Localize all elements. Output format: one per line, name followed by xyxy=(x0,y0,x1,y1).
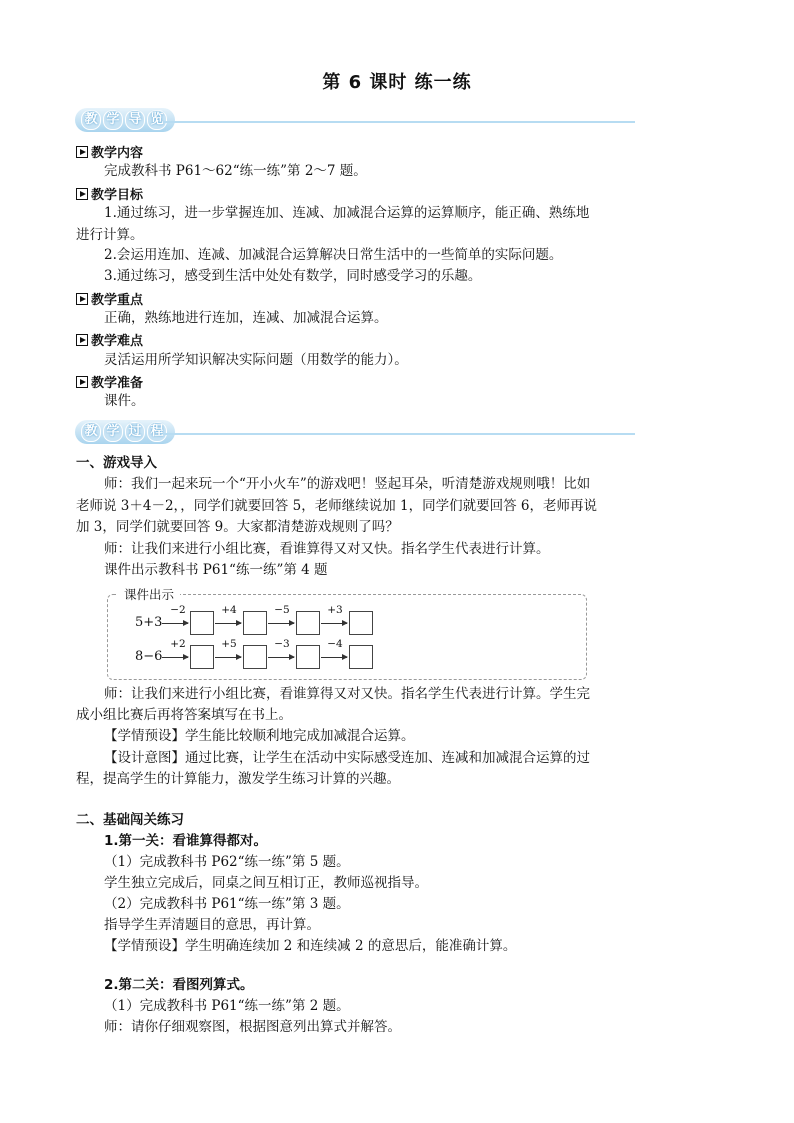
page-title: 第 6 课时 练一练 xyxy=(322,72,472,93)
row2-op: +2 xyxy=(170,638,186,650)
level1-preset: 【学情预设】学生明确连续加 2 和连续减 2 的意思后，能准确计算。 xyxy=(104,938,517,954)
arrow-icon xyxy=(321,623,347,624)
section2-heading: 二、基础闯关练习 xyxy=(76,812,184,828)
level2-item1: （1）完成教科书 P61“练一练”第 2 题。 xyxy=(104,998,350,1014)
content-text: 完成教科书 P61～62“练一练”第 2～7 题。 xyxy=(104,163,367,179)
content-heading: 教学内容 xyxy=(76,142,143,161)
goal-1b: 进行计算。 xyxy=(76,227,144,243)
arrow-icon xyxy=(268,623,294,624)
goal-3: 3.通过练习，感受到生活中处处有数学，同时感受学习的乐趣。 xyxy=(104,268,482,284)
key-heading: 教学重点 xyxy=(76,289,143,308)
para3: 课件出示教科书 P61“练一练”第 4 题 xyxy=(104,562,328,578)
level1-item2: （2）完成教科书 P61“练一练”第 3 题。 xyxy=(104,896,350,912)
answer-box[interactable] xyxy=(190,645,214,669)
play-marker-icon xyxy=(76,146,88,158)
para2: 师：让我们来进行小组比赛，看谁算得又对又快。指名学生代表进行计算。 xyxy=(104,541,550,557)
row2-op: −4 xyxy=(327,638,343,650)
para6b: 程，提高学生的计算能力，激发学生练习计算的兴趣。 xyxy=(76,771,400,787)
difficulty-text: 灵活运用所学知识解决实际问题（用数学的能力）。 xyxy=(104,352,408,368)
courseware-label: 课件出示 xyxy=(118,585,180,603)
arrow-icon xyxy=(321,657,347,658)
row1-op: +3 xyxy=(327,604,343,616)
process-banner-pill xyxy=(75,420,175,444)
level1-item1: （1）完成教科书 P62“练一练”第 5 题。 xyxy=(104,854,350,870)
arrow-icon xyxy=(162,657,188,658)
section1-heading: 一、游戏导入 xyxy=(76,455,157,471)
goal-1a: 1.通过练习，进一步掌握连加、连减、加减混合运算的运算顺序，能正确、熟练地 xyxy=(104,205,590,221)
answer-box[interactable] xyxy=(296,645,320,669)
banner-rule xyxy=(163,121,635,123)
answer-box[interactable] xyxy=(349,645,373,669)
level2-heading: 2.第二关：看图列算式。 xyxy=(104,977,254,993)
level1-note1: 学生独立完成后，同桌之间互相订正，教师巡视指导。 xyxy=(104,875,428,891)
arrow-icon xyxy=(215,623,241,624)
row1-start: 5+3 xyxy=(135,615,163,630)
row2-op: +5 xyxy=(221,638,237,650)
para4a: 师：让我们来进行小组比赛，看谁算得又对又快。指名学生代表进行计算。学生完 xyxy=(104,686,590,702)
para1b: 老师说 3＋4－2，，同学们就要回答 5，老师继续说加 1，同学们就要回答 6，老师再说 xyxy=(76,498,597,514)
guide-banner-pill xyxy=(75,108,175,132)
banner-char: 教 xyxy=(81,422,101,442)
para5: 【学情预设】学生能比较顺利地完成加减混合运算。 xyxy=(104,728,415,744)
para1c: 加 3，同学们就要回答 9。大家都清楚游戏规则了吗？ xyxy=(76,519,399,535)
level1-note2: 指导学生弄清题目的意思，再计算。 xyxy=(104,917,320,933)
para6a: 【设计意图】通过比赛，让学生在活动中实际感受连加、连减和加减混合运算的过 xyxy=(104,750,590,766)
row2-op: −3 xyxy=(274,638,290,650)
prep-text: 课件。 xyxy=(104,393,145,409)
banner-char: 导 xyxy=(125,110,145,130)
answer-box[interactable] xyxy=(243,645,267,669)
banner-char: 览 xyxy=(147,110,167,130)
banner-char: 学 xyxy=(103,422,123,442)
difficulty-heading: 教学难点 xyxy=(76,330,143,349)
arrow-icon xyxy=(162,623,188,624)
banner-char: 程 xyxy=(147,422,167,442)
banner-rule xyxy=(163,433,635,435)
answer-box[interactable] xyxy=(296,611,320,635)
row1-op: −5 xyxy=(274,604,290,616)
play-marker-icon xyxy=(76,334,88,346)
answer-box[interactable] xyxy=(190,611,214,635)
level2-note1: 师：请你仔细观察图，根据图意列出算式并解答。 xyxy=(104,1019,401,1035)
prep-heading: 教学准备 xyxy=(76,372,143,391)
courseware-box xyxy=(107,587,587,680)
banner-char: 教 xyxy=(81,110,101,130)
arrow-icon xyxy=(268,657,294,658)
goal-heading: 教学目标 xyxy=(76,184,143,203)
row1-op: −2 xyxy=(170,604,186,616)
guide-banner xyxy=(75,108,635,134)
row2-start: 8−6 xyxy=(135,649,163,664)
play-marker-icon xyxy=(76,188,88,200)
answer-box[interactable] xyxy=(243,611,267,635)
banner-char: 学 xyxy=(103,110,123,130)
para1a: 师：我们一起来玩一个“开小火车”的游戏吧！竖起耳朵，听清楚游戏规则哦！比如 xyxy=(104,476,591,492)
key-text: 正确，熟练地进行连加，连减、加减混合运算。 xyxy=(104,310,388,326)
play-marker-icon xyxy=(76,293,88,305)
row1-op: +4 xyxy=(221,604,237,616)
arrow-icon xyxy=(215,657,241,658)
answer-box[interactable] xyxy=(349,611,373,635)
process-banner xyxy=(75,420,635,446)
play-marker-icon xyxy=(76,376,88,388)
para4b: 成小组比赛后再将答案填写在书上。 xyxy=(76,707,292,723)
goal-2: 2.会运用连加、连减、加减混合运算解决日常生活中的一些简单的实际问题。 xyxy=(104,247,563,263)
level1-heading: 1.第一关：看谁算得都对。 xyxy=(104,833,268,849)
banner-char: 过 xyxy=(125,422,145,442)
